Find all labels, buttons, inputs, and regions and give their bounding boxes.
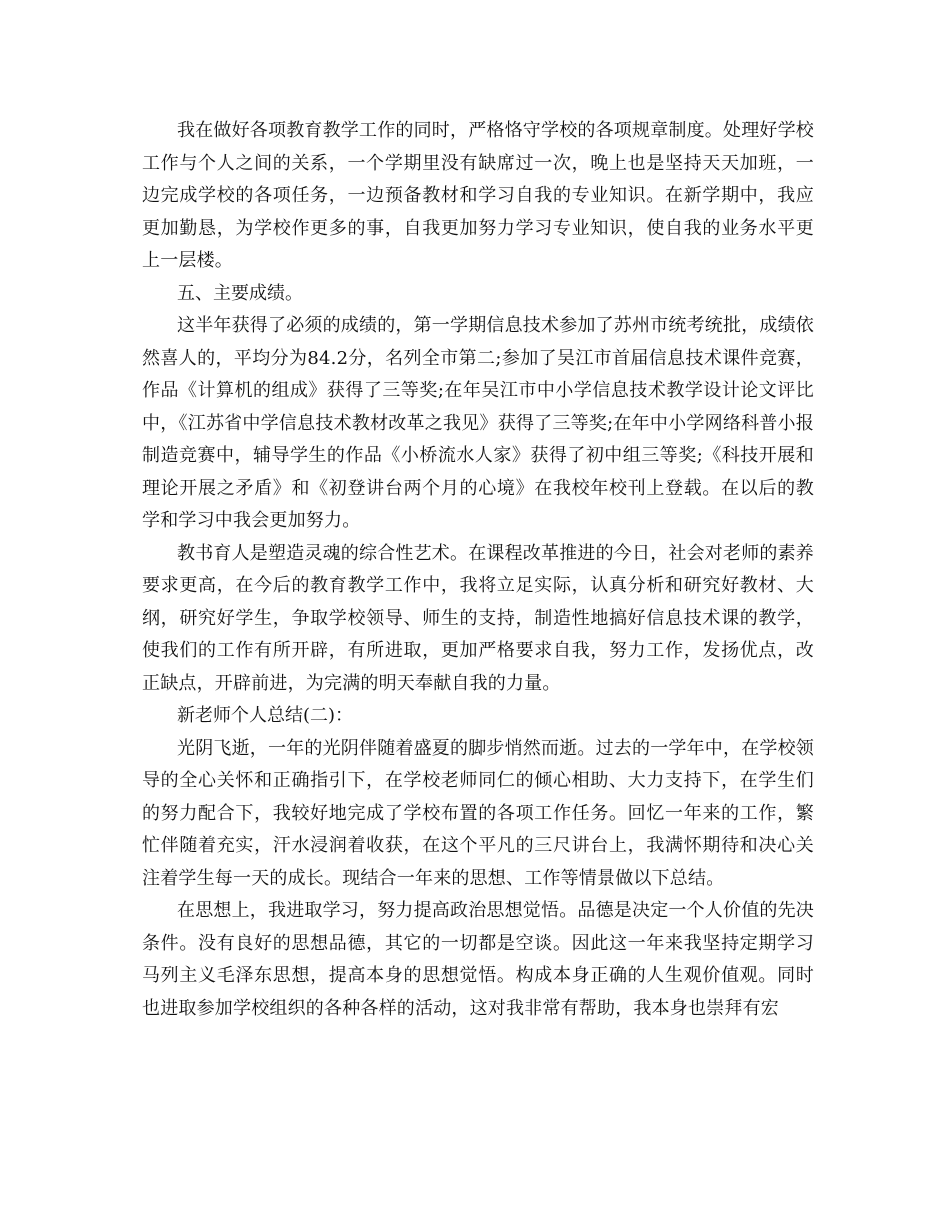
- paragraph-teaching-art: 教书育人是塑造灵魂的综合性艺术。在课程改革推进的今日，社会对老师的素养要求更高，在今后的教育教学工作中，我将立足实际，认真分析和研究好教材、大纲，研究好学生，争取学校领导、师生的支持，制造性地搞好信息技术课的教学，使我们的工作有所开辟，有所进取，更加严格要求自我，努力工作，发扬优点，改正缺点，开辟前进，为完满的明天奉献自我的力量。: [142, 542, 814, 694]
- paragraph-rules: 我在做好各项教育教学工作的同时，严格恪守学校的各项规章制度。处理好学校工作与个人之间的关系，一个学期里没有缺席过一次，晚上也是坚持天天加班，一边完成学校的各项任务，一边预备教材和学习自我的专业知识。在新学期中，我应更加勤恳，为学校作更多的事，自我更加努力学习专业知识，使自我的业务水平更上一层楼。: [142, 120, 814, 271]
- paragraph-achievements: 这半年获得了必须的成绩的，第一学期信息技术参加了苏州市统考统批，成绩依然喜人的，平均分为84.2分，名列全市第二;参加了吴江市首届信息技术课件竞赛，作品《计算机的组成》获得了三等奖;在年吴江市中小学信息技术教学设计论文评比中，《江苏省中学信息技术教材改革之我见》获得了三等奖;在年中小学网络科普小报制造竞赛中，辅导学生的作品《小桥流水人家》获得了初中组三等奖;《科技开展和理论开展之矛盾》和《初登讲台两个月的心境》在我校年校刊上登载。在以后的教学和学习中我会更加努力。: [142, 315, 814, 531]
- paragraph-year-review: 光阴飞逝，一年的光阴伴随着盛夏的脚步悄然而逝。过去的一学年中，在学校领导的全心关怀和正确指引下，在学校老师同仁的倾心相助、大力支持下，在学生们的努力配合下，我较好地完成了学校布置的各项工作任务。回忆一年来的工作，繁忙伴随着充实，汗水浸润着收获，在这个平凡的三尺讲台上，我满怀期待和决心关注着学生每一天的成长。现结合一年来的思想、工作等情景做以下总结。: [142, 737, 814, 889]
- section-heading-achievements: 五、主要成绩。: [177, 282, 303, 304]
- document-body: [142, 115, 814, 1025]
- paragraph-thought: 在思想上，我进取学习，努力提高政治思想觉悟。品德是决定一个人价值的先决条件。没有良好的思想品德，其它的一切都是空谈。因此这一年来我坚持定期学习马列主义毛泽东思想，提高本身的思想觉悟。构成本身正确的人生观价值观。同时也进取参加学校组织的各种各样的活动，这对我非常有帮助，我本身也崇拜有宏: [142, 900, 814, 1019]
- section-heading-summary-two: 新老师个人总结(二)：: [177, 705, 354, 726]
